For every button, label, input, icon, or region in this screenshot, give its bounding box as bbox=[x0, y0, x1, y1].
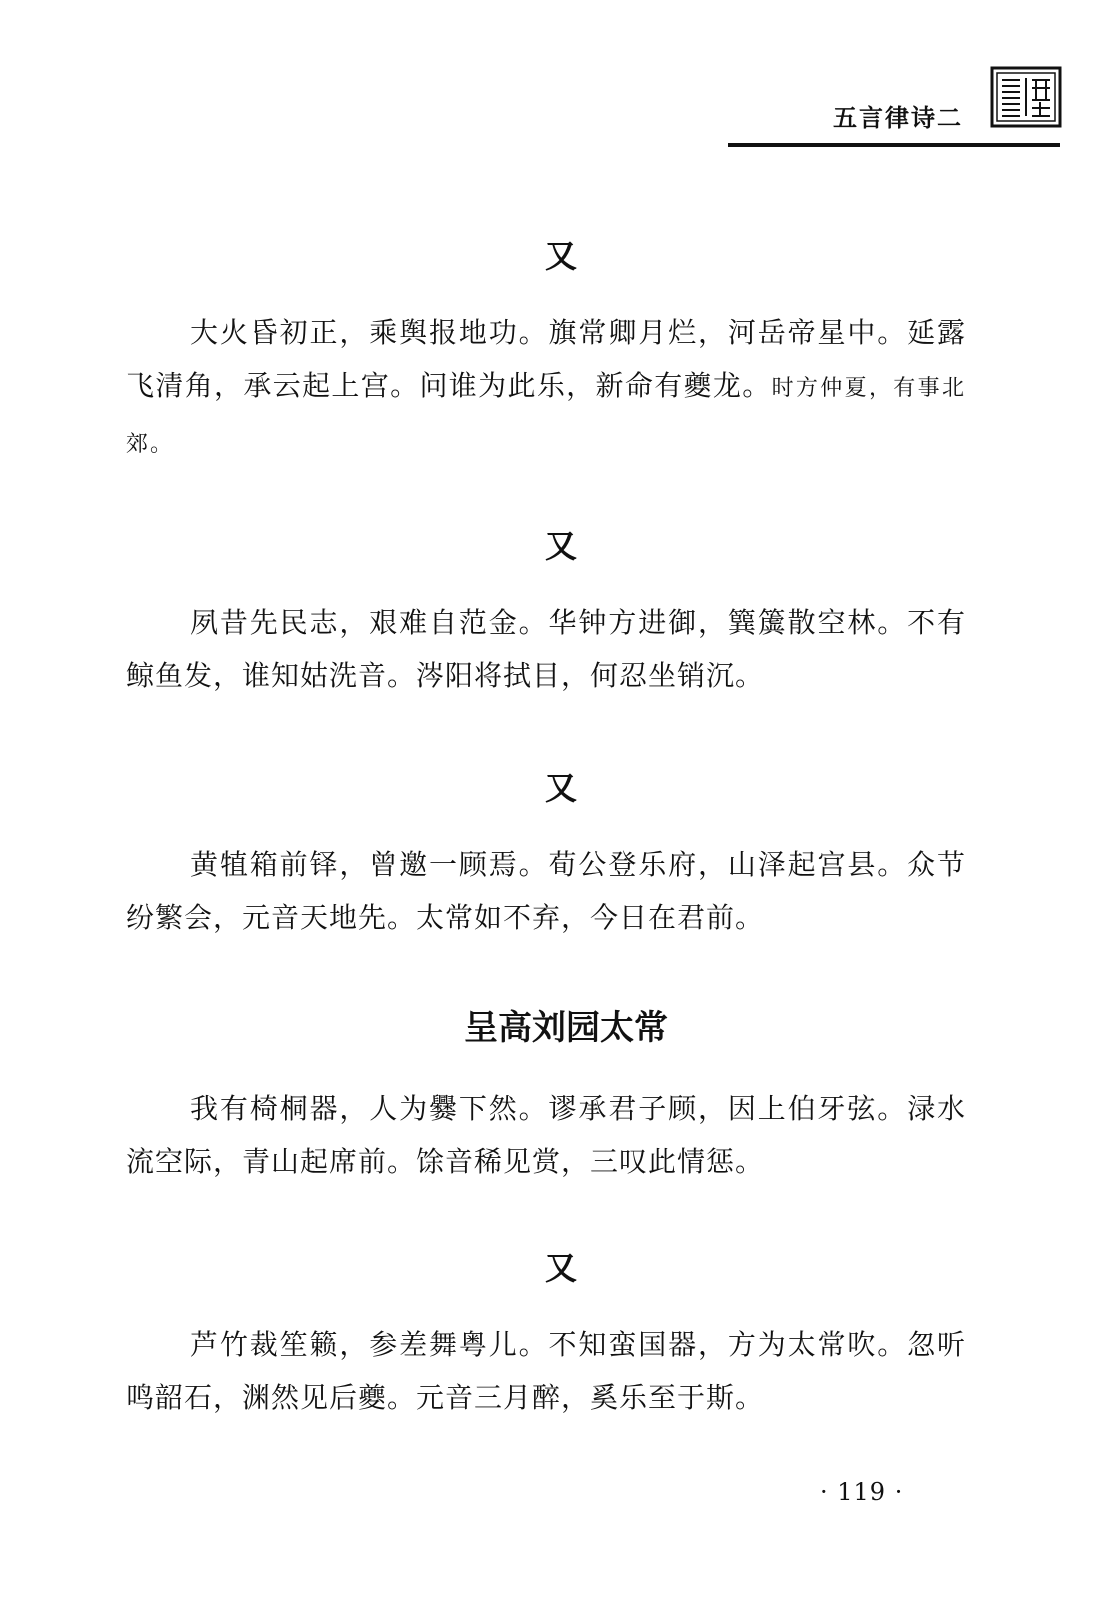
poem-title: 又 bbox=[544, 769, 577, 807]
page-number: · 119 · bbox=[820, 1478, 904, 1506]
poem-body: 我有椅桐器，人为爨下然。谬承君子顾，因上伯牙弦。渌水流空际，青山起席前。馀音稀见赏，三叹此情惩。 bbox=[126, 1092, 966, 1178]
header-rule bbox=[728, 143, 1060, 147]
poem-4 bbox=[126, 1008, 966, 1188]
poem-title: 又 bbox=[544, 527, 577, 565]
poem-3 bbox=[126, 768, 966, 944]
poem-text bbox=[126, 306, 966, 471]
poem-2 bbox=[126, 526, 966, 702]
seal-icon bbox=[990, 66, 1062, 128]
poem-body: 黄犆箱前铎，曾邀一顾焉。荀公登乐府，山泽起宫县。众节纷繁会，元音天地先。太常如不弃，今日在君前。 bbox=[126, 848, 966, 934]
poem-note: 时方仲夏，有事北郊。 bbox=[126, 376, 966, 457]
poem-title: 又 bbox=[544, 237, 577, 275]
poem-body: 夙昔先民志，艰难自范金。华钟方进御，簨簴散空林。不有鲸鱼发，谁知姑洗音。涔阳将拭目，何忍坐销沉。 bbox=[126, 606, 966, 692]
poem-title: 呈高刘园太常 bbox=[464, 1008, 668, 1048]
poem-body: 芦竹裁笙籁，参差舞粤儿。不知蛮国器，方为太常吹。忽听鸣韶石，渊然见后夔。元音三月醉，奚乐至于斯。 bbox=[126, 1328, 966, 1414]
poem-body: 大火昏初正，乘舆报地功。旗常卿月烂，河岳帝星中。延露飞清角，承云起上宫。问谁为此乐，新命有夔龙。 bbox=[126, 316, 966, 402]
poem-1 bbox=[126, 236, 966, 471]
poem-title: 又 bbox=[544, 1249, 577, 1287]
section-title: 五言律诗二 bbox=[833, 104, 963, 132]
poem-5 bbox=[126, 1248, 966, 1424]
